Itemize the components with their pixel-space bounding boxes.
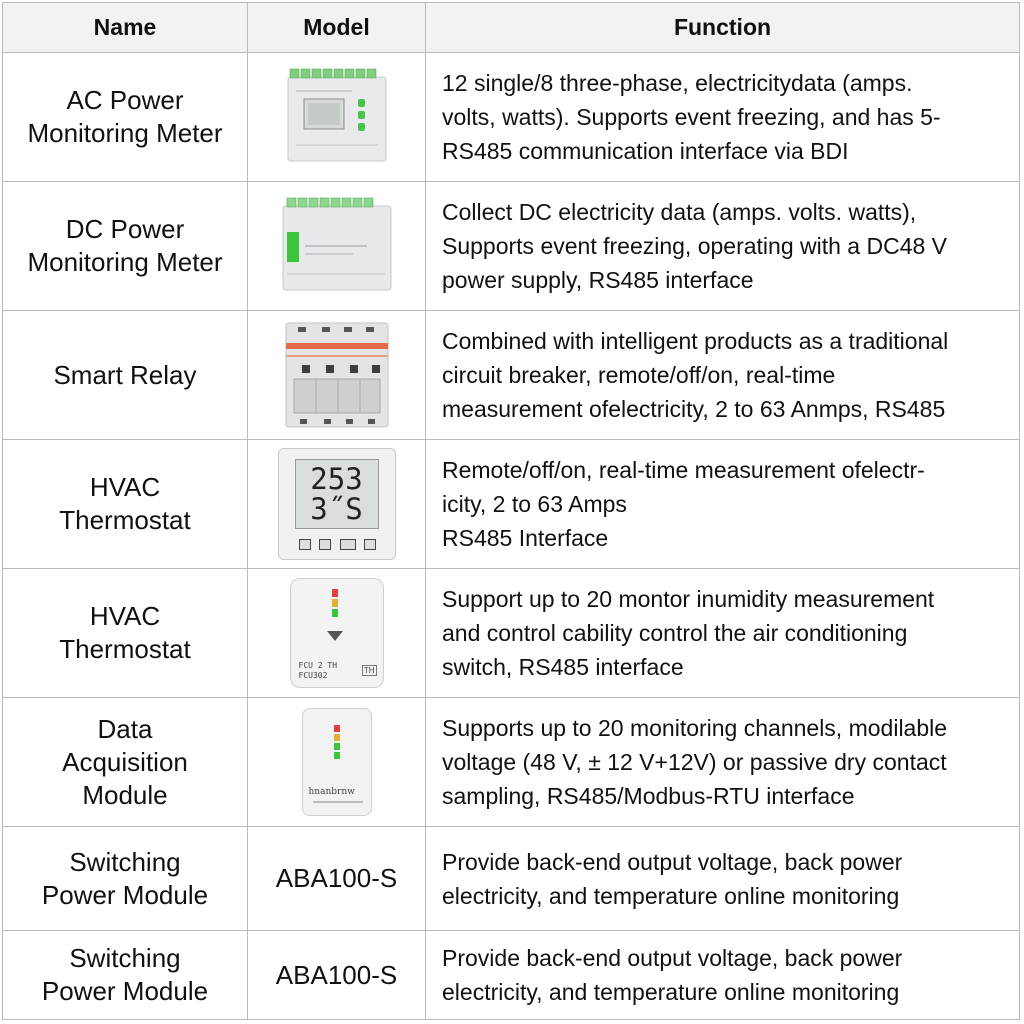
thermostat-button (299, 539, 311, 550)
row-2-name: DC Power Monitoring Meter (3, 182, 248, 311)
row-7-model-text: ABA100-S (275, 863, 398, 893)
row-3-function: Combined with intelligent products as a traditional circuit breaker, remote/off/on, real-time measurement ofelectricity, 2 to 63 Anmps, RS485 (426, 311, 1019, 440)
row-4-function: Remote/off/on, real-time measurement ofelectr- icity, 2 to 63 Amps RS485 Interface (426, 440, 1019, 569)
thermostat-button (319, 539, 331, 550)
row-6-model (248, 698, 426, 827)
row-5-name: HVAC Thermostat (3, 569, 248, 698)
led-indicator-amber (332, 599, 338, 607)
row-4-name: HVAC Thermostat (3, 440, 248, 569)
row-3-model (248, 311, 426, 440)
header-model: Model (248, 3, 426, 53)
device-label: FCU 2 TH (298, 661, 338, 670)
device-tag: TH (363, 666, 375, 675)
row-6-function: Supports up to 20 monitoring channels, modilable voltage (48 V, ± 12 V+12V) or passive dry contact sampling, RS485/Modbus-RTU interface (426, 698, 1019, 827)
row-7-function: Provide back-end output voltage, back power electricity, and temperature online monitoring (426, 827, 1019, 931)
smart-relay-breaker-device (282, 319, 392, 431)
thermostat-button (340, 539, 356, 550)
led-indicator-green (334, 743, 340, 750)
row-5-function: Support up to 20 montor inumidity measurement and control cability control the air conditioning switch, RS485 interface (426, 569, 1019, 698)
header-name: Name (3, 3, 248, 53)
down-arrow-icon (325, 629, 345, 643)
lcd-top-reading: 253 (310, 462, 363, 496)
thermostat-button (364, 539, 376, 550)
row-8-function: Provide back-end output voltage, back power electricity, and temperature online monitoring (442, 945, 903, 1005)
product-table (2, 2, 1020, 1020)
header-function: Function (426, 3, 1019, 53)
row-8-model (248, 931, 426, 1019)
row-1-name: AC Power Monitoring Meter (3, 53, 248, 182)
wall-thermostat-device (290, 578, 384, 688)
row-7-model (248, 827, 426, 931)
row-8-model-text: ABA100-S (275, 959, 398, 990)
row-4-model (248, 440, 426, 569)
dc-power-meter-device (277, 194, 397, 298)
led-indicator-amber (334, 734, 340, 741)
row-3-name: Smart Relay (3, 311, 248, 440)
led-indicator-green (334, 752, 340, 759)
device-sublabel: FCU302 (298, 671, 328, 680)
row-1-model (248, 53, 426, 182)
row-5-model (248, 569, 426, 698)
data-acquisition-device (302, 708, 372, 816)
row-2-function: Collect DC electricity data (amps. volts. watts), Supports event freezing, operating with a DC48 V power supply, RS485 interface (426, 182, 1019, 311)
ac-power-meter-device (282, 67, 392, 167)
device-label: hnanbrnw (308, 787, 355, 797)
led-indicator-green (332, 609, 338, 617)
led-indicator-red (334, 725, 340, 732)
lcd-bottom-reading: 3˝S (310, 492, 363, 526)
row-8-name: Switching Power Module (3, 931, 248, 1019)
row-2-model (248, 182, 426, 311)
row-7-name: Switching Power Module (3, 827, 248, 931)
thermostat-lcd-screen (295, 459, 379, 529)
row-1-function: 12 single/8 three-phase, electricitydata (amps. volts, watts). Supports event freezing, and has 5- RS485 communication interface via BDI (426, 53, 1019, 182)
lcd-thermostat-device (278, 448, 396, 560)
led-indicator-red (332, 589, 338, 597)
row-6-name: Data Acquisition Module (3, 698, 248, 827)
